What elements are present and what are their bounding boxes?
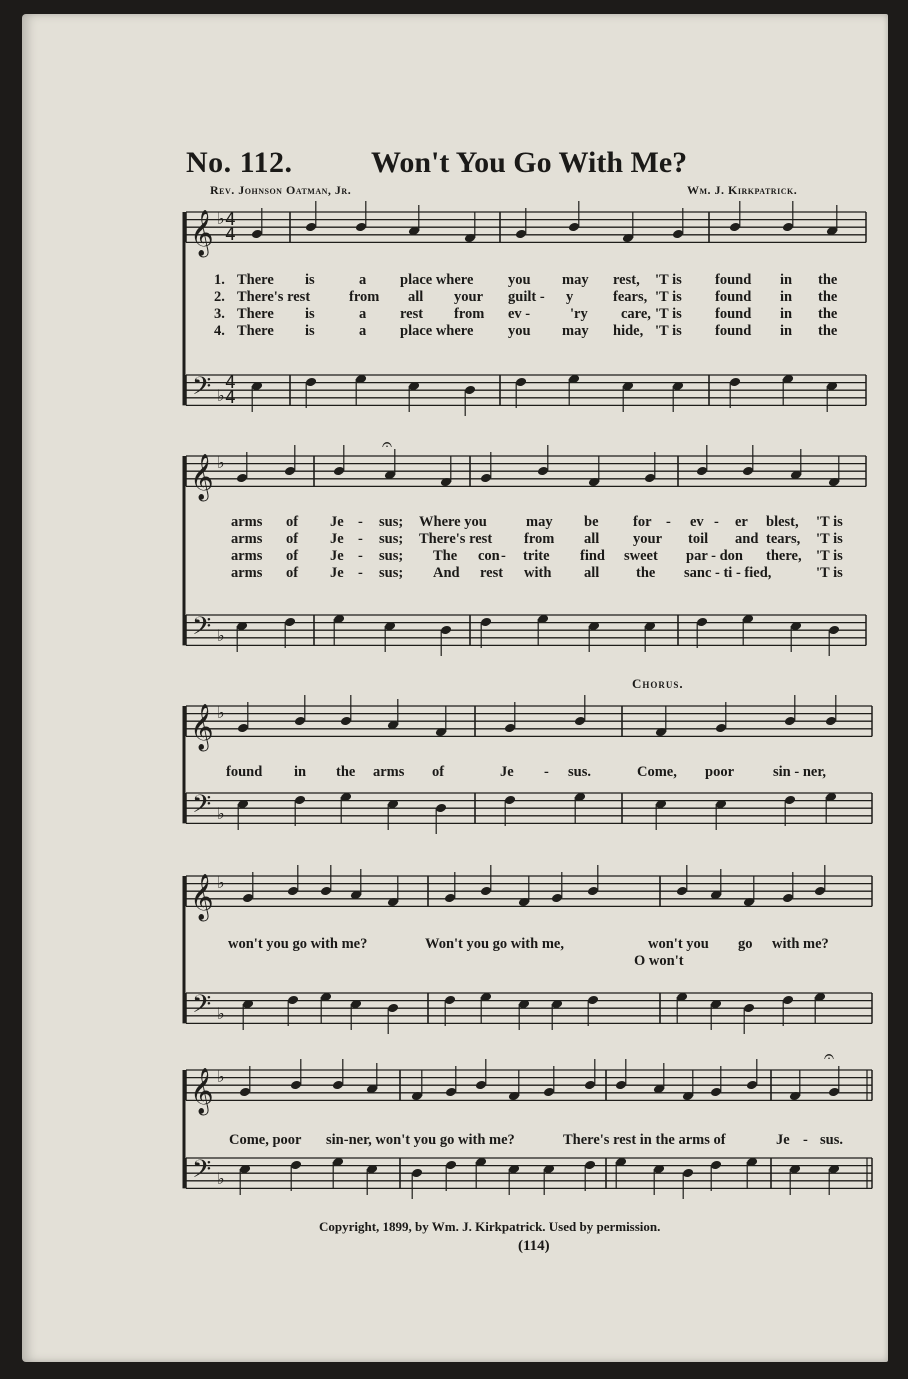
chorus-lyric-word: sus. bbox=[568, 764, 591, 780]
key-flat-icon: ♭ bbox=[217, 626, 225, 645]
verse-lyric-word: the bbox=[818, 272, 838, 288]
chorus-lyric-word: sus. bbox=[820, 1132, 843, 1148]
verse-lyric-word: 'T is bbox=[655, 272, 682, 288]
verse-lyric-word: There's rest bbox=[419, 531, 493, 547]
treble-clef-icon: 𝄞 bbox=[190, 454, 214, 500]
verse-lyric-word: from bbox=[454, 306, 485, 322]
chorus-label: Chorus. bbox=[632, 676, 684, 691]
key-flat-icon: ♭ bbox=[217, 873, 225, 892]
chorus-lyric-word: - bbox=[544, 764, 549, 780]
verse-lyric-word: a bbox=[359, 323, 367, 339]
bass-clef-icon: 𝄢 bbox=[192, 990, 212, 1025]
hymn-title: Won't You Go With Me? bbox=[371, 146, 688, 179]
verse-lyric-word: 3. bbox=[214, 306, 225, 322]
verse-lyric-word: there, bbox=[766, 548, 802, 564]
copyright-notice: Copyright, 1899, by Wm. J. Kirkpatrick. Used by permission. bbox=[319, 1219, 661, 1234]
verse-lyric-word: - bbox=[666, 514, 671, 530]
chorus-lyric-word: arms bbox=[373, 764, 405, 780]
fermata-icon: 𝄐 bbox=[382, 434, 393, 455]
verse-lyric-word: you bbox=[508, 323, 531, 339]
verse-lyric-word: 'ry bbox=[570, 306, 588, 322]
verse-lyric-word: Je bbox=[330, 531, 344, 547]
chorus-lyric-word: in bbox=[294, 764, 307, 780]
verse-lyric-word: toil bbox=[688, 531, 709, 547]
bass-clef-icon: 𝄢 bbox=[192, 372, 212, 407]
chorus-lyric-word: There's rest in the arms of bbox=[563, 1132, 726, 1148]
verse-lyric-word: There's rest bbox=[237, 289, 311, 305]
chorus-lyric-word: the bbox=[336, 764, 356, 780]
verse-lyric-word: care, bbox=[621, 306, 651, 322]
chorus-lyric-word: poor bbox=[705, 764, 734, 780]
verse-lyric-word: all bbox=[584, 531, 600, 547]
verse-lyric-word: 'T is bbox=[816, 565, 843, 581]
verse-lyric-word: 4. bbox=[214, 323, 225, 339]
chorus-lyric-word: Won't you go with me, bbox=[425, 936, 564, 952]
verse-lyric-word: rest bbox=[480, 565, 504, 581]
treble-clef-icon: 𝄞 bbox=[190, 704, 214, 750]
verse-lyric-word: 'T is bbox=[816, 548, 843, 564]
chorus-lyric-word: found bbox=[226, 764, 263, 780]
key-flat-icon: ♭ bbox=[217, 804, 225, 823]
verse-lyric-word: found bbox=[715, 272, 752, 288]
verse-lyric-word: the bbox=[818, 323, 838, 339]
verse-lyric-word: Je bbox=[330, 514, 344, 530]
verse-lyric-word: your bbox=[454, 289, 483, 305]
verse-lyric-word: a bbox=[359, 306, 367, 322]
composer-credit: Wm. J. Kirkpatrick. bbox=[687, 183, 798, 197]
verse-lyric-word: And bbox=[433, 565, 460, 581]
verse-lyric-word: for bbox=[633, 514, 652, 530]
key-flat-icon: ♭ bbox=[217, 209, 225, 228]
verse-lyric-word: sanc - ti - fied, bbox=[684, 565, 772, 581]
lyricist-credit: Rev. Johnson Oatman, Jr. bbox=[210, 183, 352, 197]
verse-lyric-word: fears, bbox=[613, 289, 648, 305]
verse-lyric-word: the bbox=[818, 289, 838, 305]
verse-lyric-word: is bbox=[305, 272, 315, 288]
key-flat-icon: ♭ bbox=[217, 1004, 225, 1023]
time-signature: 4 bbox=[225, 373, 236, 393]
key-flat-icon: ♭ bbox=[217, 453, 225, 472]
verse-lyric-word: arms bbox=[231, 514, 263, 530]
chorus-lyric-word: won't you bbox=[648, 936, 709, 952]
verse-lyric-word: The bbox=[433, 548, 458, 564]
verse-lyric-word: tears, bbox=[766, 531, 801, 547]
verse-lyric-word: sus; bbox=[379, 514, 404, 530]
verse-lyric-word: found bbox=[715, 289, 752, 305]
verse-lyric-word: is bbox=[305, 306, 315, 322]
verse-lyric-word: - bbox=[358, 565, 363, 581]
chorus-lyric-word: Come, poor bbox=[229, 1132, 302, 1148]
time-signature: 4 bbox=[225, 388, 236, 408]
chorus-lyric-word: Je bbox=[776, 1132, 790, 1148]
verse-lyric-word: ev - bbox=[508, 306, 531, 322]
verse-lyric-word: and bbox=[735, 531, 759, 547]
time-signature: 4 bbox=[225, 225, 236, 245]
verse-lyric-word: 1. bbox=[214, 272, 225, 288]
verse-lyric-word: - bbox=[358, 548, 363, 564]
verse-lyric-word: in bbox=[780, 323, 793, 339]
chorus-lyric-word: Come, bbox=[637, 764, 677, 780]
verse-lyric-word: - bbox=[358, 531, 363, 547]
key-flat-icon: ♭ bbox=[217, 1169, 225, 1188]
chorus-lyric-word: - bbox=[803, 1132, 808, 1148]
bass-clef-icon: 𝄢 bbox=[192, 790, 212, 825]
verse-lyric-word: the bbox=[636, 565, 656, 581]
verse-lyric-word: 'T is bbox=[655, 306, 682, 322]
verse-lyric-word: with bbox=[524, 565, 552, 581]
verse-lyric-word: may bbox=[562, 272, 589, 288]
verse-lyric-word: - bbox=[358, 514, 363, 530]
verse-lyric-word: rest bbox=[400, 306, 424, 322]
verse-lyric-word: 'T is bbox=[655, 323, 682, 339]
verse-lyric-word: Je bbox=[330, 548, 344, 564]
verse-lyric-word: sus; bbox=[379, 548, 404, 564]
verse-lyric-word: There bbox=[237, 306, 274, 322]
verse-lyric-word: of bbox=[286, 514, 299, 530]
treble-clef-icon: 𝄞 bbox=[190, 210, 214, 256]
hymn-number: No. 112. bbox=[186, 146, 293, 179]
treble-clef-icon: 𝄞 bbox=[190, 1068, 214, 1114]
verse-lyric-word: may bbox=[526, 514, 553, 530]
verse-lyric-word: Where you bbox=[419, 514, 487, 530]
verse-lyric-word: found bbox=[715, 306, 752, 322]
chorus-lyric-word: go bbox=[738, 936, 753, 952]
verse-lyric-word: is bbox=[305, 323, 315, 339]
verse-lyric-word: There bbox=[237, 272, 274, 288]
chorus-lyric-word: of bbox=[432, 764, 445, 780]
verse-lyric-word: sweet bbox=[624, 548, 658, 564]
page-number: (114) bbox=[518, 1238, 550, 1254]
verse-lyric-word: rest, bbox=[613, 272, 640, 288]
verse-lyric-word: - bbox=[714, 514, 719, 530]
key-flat-icon: ♭ bbox=[217, 1067, 225, 1086]
verse-lyric-word: in bbox=[780, 289, 793, 305]
verse-lyric-word: from bbox=[349, 289, 380, 305]
verse-lyric-word: blest, bbox=[766, 514, 799, 530]
fermata-icon: 𝄐 bbox=[824, 1046, 835, 1067]
verse-lyric-word: place where bbox=[400, 272, 474, 288]
verse-lyric-word: Je bbox=[330, 565, 344, 581]
verse-lyric-word: sus; bbox=[379, 531, 404, 547]
verse-lyric-word: may bbox=[562, 323, 589, 339]
chorus-lyric-word: sin - ner, bbox=[773, 764, 827, 780]
verse-lyric-word: arms bbox=[231, 548, 263, 564]
verse-lyric-word: a bbox=[359, 272, 367, 288]
verse-lyric-word: all bbox=[584, 565, 600, 581]
verse-lyric-word: the bbox=[818, 306, 838, 322]
verse-lyric-word: y bbox=[566, 289, 574, 305]
verse-lyric-word: of bbox=[286, 548, 299, 564]
treble-clef-icon: 𝄞 bbox=[190, 874, 214, 920]
verse-lyric-word: all bbox=[408, 289, 424, 305]
verse-lyric-word: you bbox=[508, 272, 531, 288]
verse-lyric-word: found bbox=[715, 323, 752, 339]
chorus-lyric-word: sin-ner, won't you go with me? bbox=[326, 1132, 515, 1148]
verse-lyric-word: arms bbox=[231, 531, 263, 547]
verse-lyric-word: 2. bbox=[214, 289, 225, 305]
verse-lyric-word: con bbox=[478, 548, 500, 564]
verse-lyric-word: er bbox=[735, 514, 748, 530]
verse-lyric-word: trite bbox=[523, 548, 550, 564]
verse-lyric-word: sus; bbox=[379, 565, 404, 581]
verse-lyric-word: your bbox=[633, 531, 662, 547]
chorus-lyric-word: won't you go with me? bbox=[228, 936, 368, 952]
verse-lyric-word: guilt - bbox=[508, 289, 545, 305]
verse-lyric-word: 'T is bbox=[816, 514, 843, 530]
verse-lyric-word: ev bbox=[690, 514, 704, 530]
verse-lyric-word: of bbox=[286, 565, 299, 581]
verse-lyric-word: arms bbox=[231, 565, 263, 581]
verse-lyric-word: in bbox=[780, 272, 793, 288]
verse-lyric-word: hide, bbox=[613, 323, 644, 339]
verse-lyric-word: place where bbox=[400, 323, 474, 339]
verse-lyric-word: of bbox=[286, 531, 299, 547]
verse-lyric-word: in bbox=[780, 306, 793, 322]
chorus-lyric-word: Je bbox=[500, 764, 514, 780]
verse-lyric-word: from bbox=[524, 531, 555, 547]
key-flat-icon: ♭ bbox=[217, 703, 225, 722]
verse-lyric-word: 'T is bbox=[816, 531, 843, 547]
verse-lyric-word: There bbox=[237, 323, 274, 339]
verse-lyric-word: par - don bbox=[686, 548, 743, 564]
verse-lyric-word: 'T is bbox=[655, 289, 682, 305]
bass-clef-icon: 𝄢 bbox=[192, 612, 212, 647]
alto-cue-text: O won't bbox=[634, 953, 684, 969]
key-flat-icon: ♭ bbox=[217, 386, 225, 405]
bass-clef-icon: 𝄢 bbox=[192, 1155, 212, 1190]
verse-lyric-word: be bbox=[584, 514, 599, 530]
verse-lyric-word: - bbox=[501, 548, 506, 564]
time-signature: 4 bbox=[225, 210, 236, 230]
chorus-lyric-word: with me? bbox=[772, 936, 829, 952]
verse-lyric-word: find bbox=[580, 548, 605, 564]
